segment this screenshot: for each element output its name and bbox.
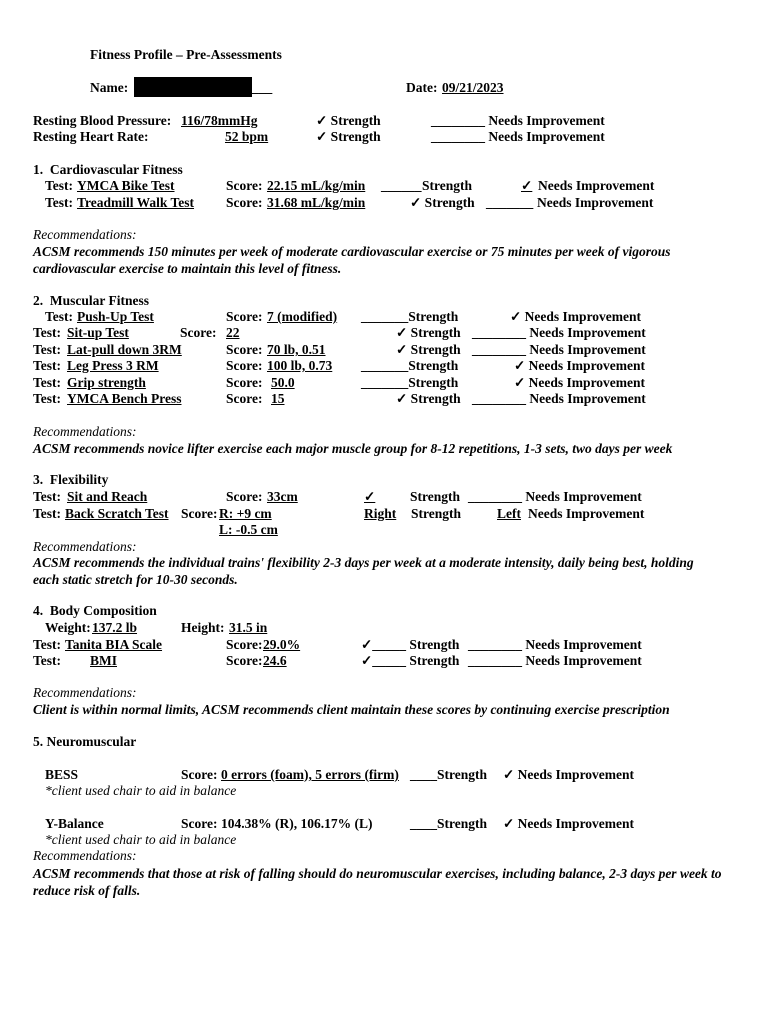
hr-strength: ✓ Strength [316, 129, 381, 144]
neuro-rec-label: Recommendations: [33, 848, 137, 863]
cardio-strength-2: ✓ Strength [410, 195, 475, 210]
page-title: Fitness Profile – Pre-Assessments [90, 47, 282, 62]
muscular-test-3: Lat-pull down 3RM [67, 342, 182, 357]
muscular-score-label: Score: [180, 325, 217, 340]
muscular-needs-2: ________ Needs Improvement [472, 325, 646, 340]
muscular-test-1: Push-Up Test [77, 309, 154, 324]
muscular-rec-label: Recommendations: [33, 424, 137, 439]
muscular-score-label: Score: [226, 375, 263, 390]
muscular-score-3: 70 lb, 0.51 [267, 342, 326, 357]
cardio-strength-blank-1: ______ [381, 178, 422, 193]
cardio-rec-text: ACSM recommends 150 minutes per week of moderate cardiovascular exercise or 75 minutes per week of vigorous cardiovascular exercise to maintain this level of fitness. [33, 244, 671, 276]
cardio-score-label: Score: [226, 195, 263, 210]
muscular-strength-4: _______Strength [361, 358, 459, 373]
muscular-score-label: Score: [226, 342, 263, 357]
body-score-1: 29.0% [263, 637, 301, 652]
muscular-test-5: Grip strength [67, 375, 146, 390]
cardio-score-label: Score: [226, 178, 263, 193]
muscular-score-6: 15 [271, 391, 285, 406]
body-needs-2: ________ Needs Improvement [468, 653, 642, 668]
ybalance-note: *client used chair to aid in balance [45, 832, 237, 847]
ybalance-label: Y-Balance [45, 816, 104, 831]
muscular-score-5: 50.0 [271, 375, 295, 390]
hr-label: Resting Heart Rate: [33, 129, 149, 144]
flex-rec-label: Recommendations: [33, 539, 137, 554]
muscular-rec-text: ACSM recommends novice lifter exercise each major muscle group for 8-12 repetitions, 1-3 sets, two days per week [33, 441, 673, 456]
flex-score-label: Score: [181, 506, 218, 521]
date-value: 09/21/2023 [442, 80, 504, 95]
cardio-test-label: Test: [45, 195, 74, 210]
date-label: Date: [406, 80, 438, 95]
neuro-heading: 5. Neuromuscular [33, 734, 137, 749]
name-underline: ___ [252, 80, 273, 95]
flex-rec-text: ACSM recommends the individual trains' flexibility 2-3 days per week at a moderate intensity, daily being best, holding each static stretch for 10-30 seconds. [33, 555, 694, 587]
cardio-test-2: Treadmill Walk Test [77, 195, 195, 210]
muscular-test-label: Test: [33, 358, 62, 373]
ybalance-strength: ____Strength [410, 816, 488, 831]
muscular-test-label: Test: [45, 309, 74, 324]
cardio-needs-blank-2: _______ [486, 195, 534, 210]
flex-heading: 3. Flexibility [33, 472, 109, 487]
muscular-needs-4: ✓ Needs Improvement [514, 358, 646, 373]
cardio-check-1: ✓ [521, 178, 533, 193]
muscular-needs-5: ✓ Needs Improvement [514, 375, 646, 390]
flex-strength-2: Strength [411, 506, 462, 521]
flex-needs-1: ________ Needs Improvement [468, 489, 642, 504]
muscular-test-4: Leg Press 3 RM [67, 358, 159, 373]
neuro-score-label: Score: [181, 767, 218, 782]
muscular-heading: 2. Muscular Fitness [33, 293, 150, 308]
ybalance-needs: ✓ Needs Improvement [503, 816, 635, 831]
muscular-test-label: Test: [33, 342, 62, 357]
flex-check-1: ✓ [364, 489, 376, 504]
muscular-strength-5: _______Strength [361, 375, 459, 390]
muscular-score-label: Score: [226, 391, 263, 406]
body-test-1: Tanita BIA Scale [65, 637, 163, 652]
bp-value: 116/78mmHg [181, 113, 258, 128]
flex-score-2-left: L: -0.5 cm [219, 522, 278, 537]
body-strength-1: ✓_____ Strength [361, 637, 460, 652]
height-label: Height: [181, 620, 225, 635]
flex-right-mark: Right [364, 506, 397, 521]
weight-value: 137.2 lb [92, 620, 138, 635]
body-test-label: Test: [33, 653, 62, 668]
body-score-label: Score: [226, 653, 263, 668]
muscular-needs-1: ✓ Needs Improvement [510, 309, 642, 324]
muscular-score-4: 100 lb, 0.73 [267, 358, 333, 373]
muscular-score-2: 22 [226, 325, 240, 340]
muscular-needs-6: ________ Needs Improvement [472, 391, 646, 406]
body-test-2: BMI [90, 653, 117, 668]
cardio-score-2: 31.68 mL/kg/min [267, 195, 366, 210]
body-test-label: Test: [33, 637, 62, 652]
cardio-rec-label: Recommendations: [33, 227, 137, 242]
ybalance-score: 104.38% (R), 106.17% (L) [221, 816, 373, 831]
neuro-score-label: Score: [181, 816, 218, 831]
flex-score-1: 33cm [267, 489, 298, 504]
body-score-2: 24.6 [263, 653, 287, 668]
height-value: 31.5 in [229, 620, 268, 635]
flex-test-label: Test: [33, 506, 62, 521]
bp-needs: ________ Needs Improvement [431, 113, 605, 128]
flex-score-2-right: R: +9 cm [219, 506, 272, 521]
muscular-strength-2: ✓ Strength [396, 325, 461, 340]
bp-label: Resting Blood Pressure: [33, 113, 172, 128]
flex-test-label: Test: [33, 489, 62, 504]
weight-label: Weight: [45, 620, 91, 635]
bp-strength: ✓ Strength [316, 113, 381, 128]
flex-test-1: Sit and Reach [67, 489, 148, 504]
muscular-test-2: Sit-up Test [67, 325, 129, 340]
neuro-rec-text: ACSM recommends that those at risk of falling should do neuromuscular exercises, including balance, 2-3 days per week to reduce risk of falls. [33, 866, 722, 898]
body-strength-2: ✓_____ Strength [361, 653, 460, 668]
body-heading: 4. Body Composition [33, 603, 157, 618]
bess-note: *client used chair to aid in balance [45, 783, 237, 798]
flex-test-2: Back Scratch Test [65, 506, 169, 521]
cardio-test-1: YMCA Bike Test [77, 178, 175, 193]
cardio-heading: 1. Cardiovascular Fitness [33, 162, 183, 177]
body-rec-label: Recommendations: [33, 685, 137, 700]
muscular-test-label: Test: [33, 375, 62, 390]
muscular-score-label: Score: [226, 358, 263, 373]
cardio-needs-2: Needs Improvement [537, 195, 654, 210]
redacted-name [134, 77, 252, 97]
cardio-test-label: Test: [45, 178, 74, 193]
muscular-strength-1: _______Strength [361, 309, 459, 324]
bess-needs: ✓ Needs Improvement [503, 767, 635, 782]
muscular-score-label: Score: [226, 309, 263, 324]
flex-left-mark: Left [497, 506, 521, 521]
name-label: Name: [90, 80, 129, 95]
bess-strength: ____Strength [410, 767, 488, 782]
flex-score-label: Score: [226, 489, 263, 504]
hr-value: 52 bpm [225, 129, 269, 144]
muscular-test-label: Test: [33, 391, 62, 406]
cardio-strength-1: Strength [422, 178, 473, 193]
muscular-strength-6: ✓ Strength [396, 391, 461, 406]
cardio-score-1: 22.15 mL/kg/min [267, 178, 366, 193]
muscular-test-label: Test: [33, 325, 62, 340]
muscular-score-1: 7 (modified) [267, 309, 338, 324]
cardio-needs-1: Needs Improvement [538, 178, 655, 193]
flex-needs-2: Needs Improvement [528, 506, 645, 521]
body-rec-text: Client is within normal limits, ACSM recommends client maintain these scores by continuing exercise prescription [33, 702, 670, 717]
body-needs-1: ________ Needs Improvement [468, 637, 642, 652]
flex-strength-1: Strength [410, 489, 461, 504]
muscular-strength-3: ✓ Strength [396, 342, 461, 357]
bess-label: BESS [45, 767, 79, 782]
muscular-test-6: YMCA Bench Press [67, 391, 182, 406]
body-score-label: Score: [226, 637, 263, 652]
muscular-needs-3: ________ Needs Improvement [472, 342, 646, 357]
bess-score: 0 errors (foam), 5 errors (firm) [221, 767, 399, 782]
hr-needs: ________ Needs Improvement [431, 129, 605, 144]
